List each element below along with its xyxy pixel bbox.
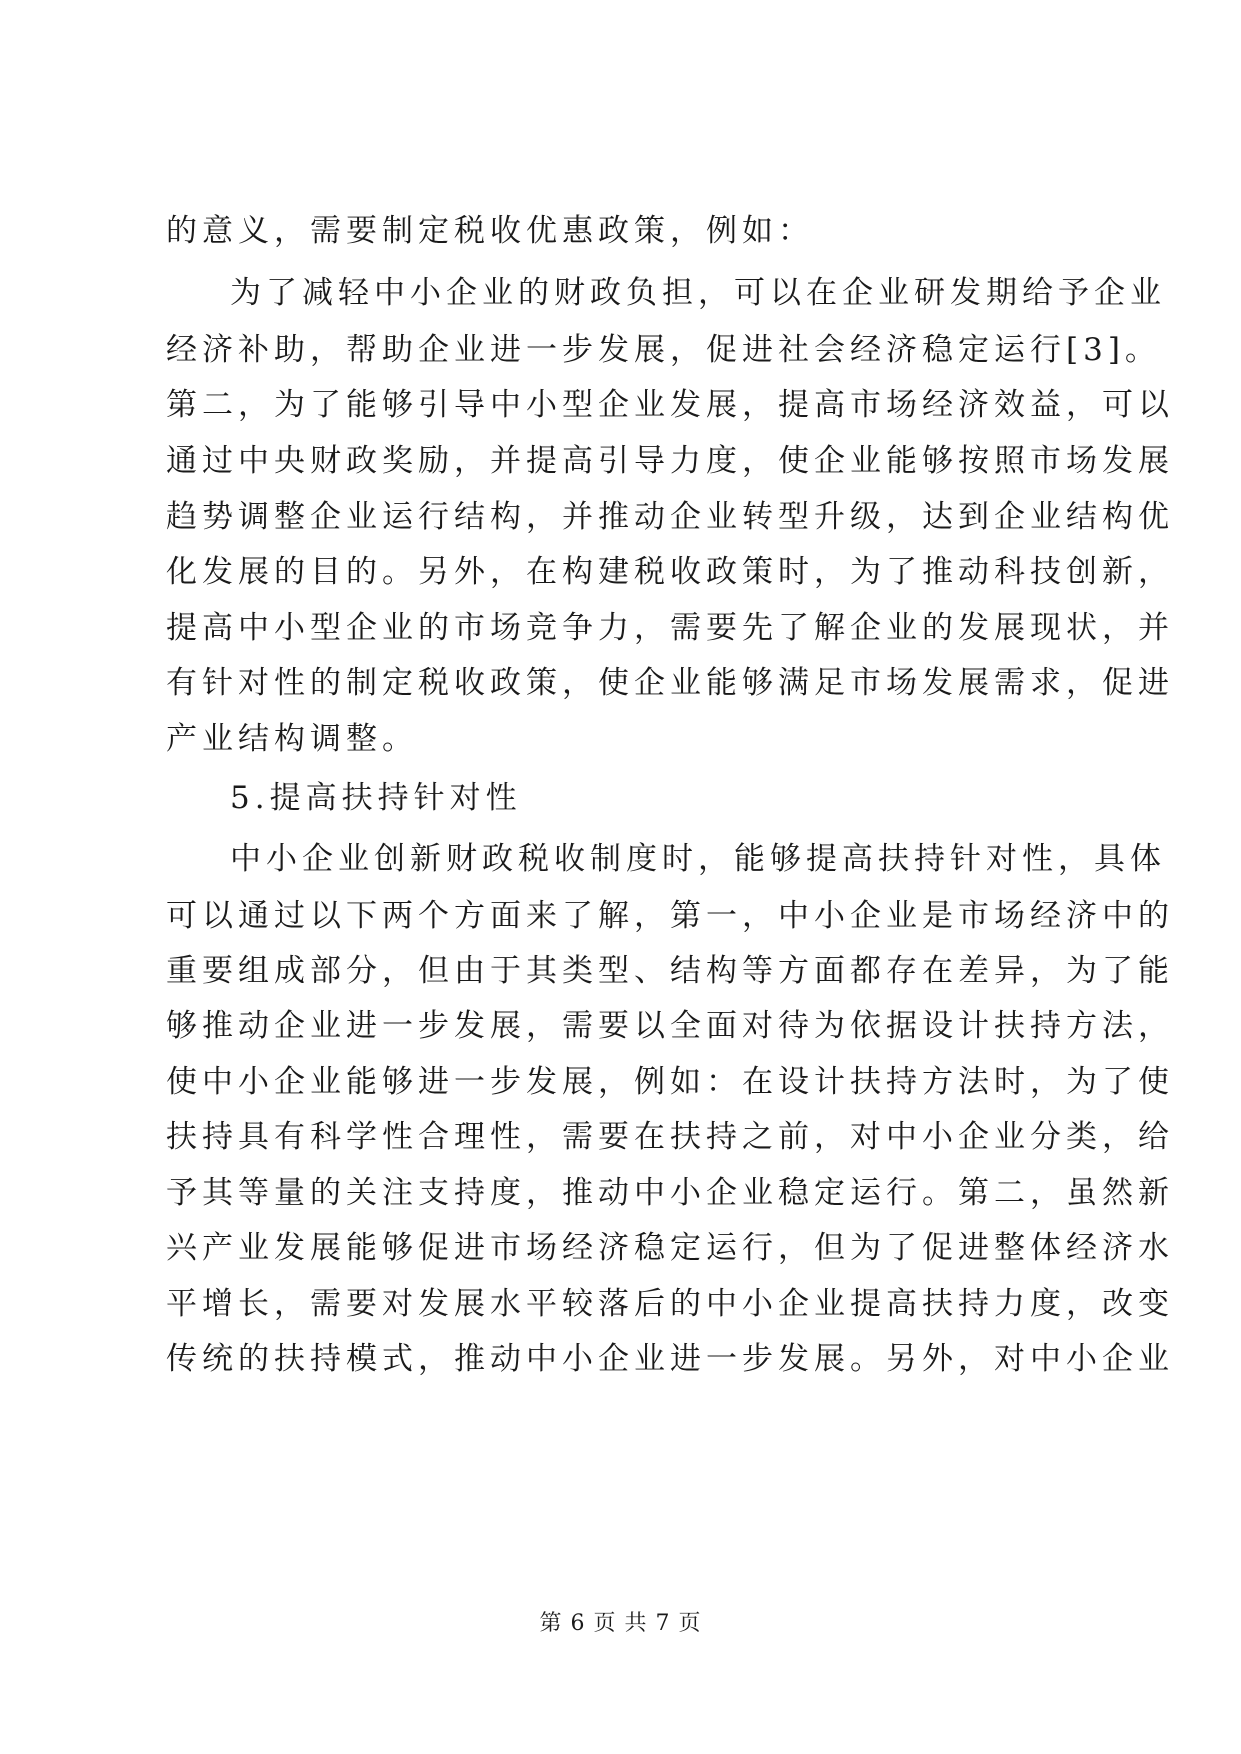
text-line: 趋势调整企业运行结构，并推动企业转型升级，达到企业结构优 bbox=[166, 499, 1174, 535]
text-line: 通过中央财政奖励，并提高引导力度，使企业能够按照市场发展 bbox=[166, 443, 1174, 479]
text-line: 经济补助，帮助企业进一步发展，促进社会经济稳定运行[3]。 bbox=[166, 332, 1161, 368]
text-line: 提高中小型企业的市场竞争力，需要先了解企业的发展现状，并 bbox=[166, 610, 1174, 646]
text-line: 使中小企业能够进一步发展，例如：在设计扶持方法时，为了使 bbox=[166, 1064, 1174, 1100]
text-line: 化发展的目的。另外，在构建税收政策时，为了推动科技创新， bbox=[166, 554, 1174, 590]
section-heading: 5.提高扶持针对性 bbox=[230, 780, 522, 816]
text-line: 第二，为了能够引导中小型企业发展，提高市场经济效益，可以 bbox=[166, 387, 1174, 423]
text-line: 扶持具有科学性合理性，需要在扶持之前，对中小企业分类，给 bbox=[166, 1119, 1174, 1155]
text-line: 的意义，需要制定税收优惠政策，例如： bbox=[166, 213, 814, 249]
paragraph-first-line: 中小企业创新财政税收制度时，能够提高扶持针对性，具体 bbox=[230, 841, 1166, 877]
text-line: 重要组成部分，但由于其类型、结构等方面都存在差异，为了能 bbox=[166, 953, 1174, 989]
text-line: 传统的扶持模式，推动中小企业进一步发展。另外，对中小企业 bbox=[166, 1341, 1174, 1377]
text-line: 兴产业发展能够促进市场经济稳定运行，但为了促进整体经济水 bbox=[166, 1230, 1174, 1266]
text-line: 产业结构调整。 bbox=[166, 721, 418, 757]
text-line: 予其等量的关注支持度，推动中小企业稳定运行。第二，虽然新 bbox=[166, 1175, 1174, 1211]
text-line: 够推动企业进一步发展，需要以全面对待为依据设计扶持方法， bbox=[166, 1008, 1174, 1044]
text-line: 平增长，需要对发展水平较落后的中小企业提高扶持力度，改变 bbox=[166, 1286, 1174, 1322]
text-line: 有针对性的制定税收政策，使企业能够满足市场发展需求，促进 bbox=[166, 665, 1174, 701]
text-line: 可以通过以下两个方面来了解，第一，中小企业是市场经济中的 bbox=[166, 898, 1174, 934]
page-number-footer: 第 6 页 共 7 页 bbox=[539, 1611, 702, 1636]
paragraph-first-line: 为了减轻中小企业的财政负担，可以在企业研发期给予企业 bbox=[230, 275, 1166, 311]
